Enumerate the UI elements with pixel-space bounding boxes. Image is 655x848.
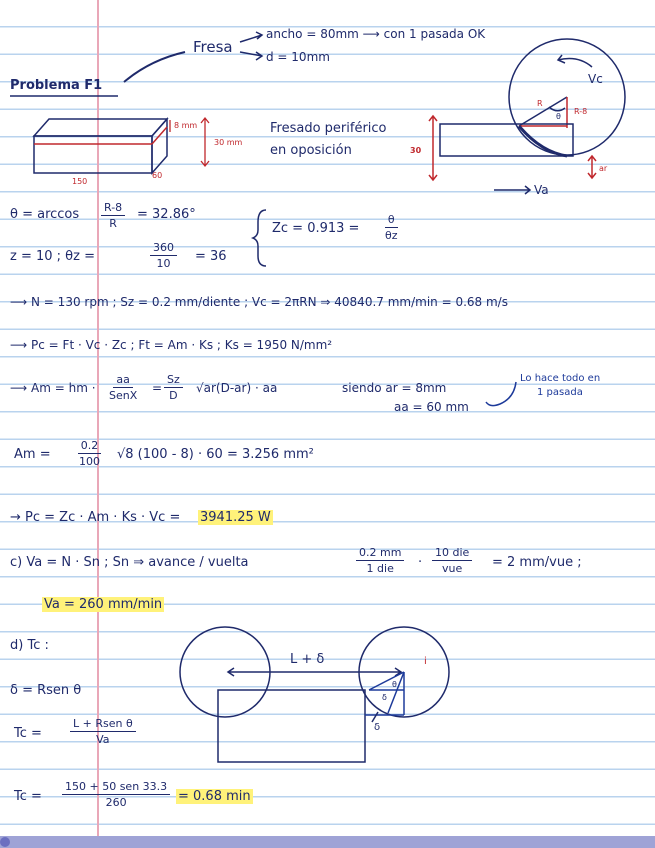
theta-fraction-num: R-8: [101, 200, 125, 216]
zc-fraction-den: θz: [385, 229, 398, 242]
rminus8-label: R-8: [574, 107, 588, 116]
fresa-label: Fresa: [193, 38, 233, 56]
n-line: ⟶ N = 130 rpm ; Sz = 0.2 mm/diente ; Vc = 2πRN ⇒ 40840.7 mm/min = 0.68 m/s: [10, 295, 508, 309]
va-value-highlight: Va = 260 mm/min: [44, 597, 163, 612]
tc2-prefix: Tc =: [14, 789, 42, 804]
dim-150: 150: [72, 177, 88, 186]
ancho-line: ancho = 80mm ⟶ con 1 pasada OK: [266, 27, 486, 41]
am-fraction-1-num: aa: [113, 372, 132, 388]
ar-label: ar: [599, 164, 608, 173]
tc-prefix: Tc =: [14, 726, 42, 741]
pc-result-highlight: 3941.25 W: [200, 510, 271, 525]
thetaz-result: = 36: [195, 249, 227, 264]
am-calc-fraction-num: 0.2: [78, 438, 102, 454]
pc-result-prefix: → Pc = Zc · Am · Ks · Vc =: [10, 510, 181, 525]
tc-fraction-den: Va: [96, 733, 110, 746]
bottom-delta-small: δ: [382, 693, 387, 702]
am-fraction-1-den: SenX: [109, 389, 138, 402]
d-title: d) Tc :: [10, 638, 49, 653]
dim-30mm: 30 mm: [214, 138, 243, 147]
am-calc-rest: √8 (100 - 8) · 60 = 3.256 mm²: [117, 447, 314, 462]
am-fraction-2-num: Sz: [164, 372, 183, 388]
theta-result: = 32.86°: [137, 207, 196, 222]
height-30-label: 30: [410, 146, 422, 155]
dim-8mm: 8 mm: [174, 121, 198, 130]
note-line-2: 1 pasada: [537, 387, 583, 398]
am-fraction-2-den: D: [169, 389, 178, 402]
am-equals: =: [152, 381, 163, 395]
siendo-ar: siendo ar = 8mm: [342, 381, 447, 395]
tc2-fraction-num: 150 + 50 sen 33.3: [62, 779, 170, 795]
bottom-bar: [0, 836, 655, 848]
thetaz-fraction-den: 10: [156, 257, 171, 270]
process-line-1: Fresado periférico: [270, 121, 387, 136]
va-value: [42, 597, 164, 612]
pc-result-value: [198, 510, 273, 525]
z-eq: z = 10 ; θz =: [10, 249, 95, 264]
delta-eq: δ = Rsen θ: [10, 683, 82, 698]
siendo-aa: aa = 60 mm: [394, 400, 469, 414]
tc-fraction: [70, 716, 136, 747]
tc2-fraction: [62, 779, 170, 810]
bottom-dot: [0, 837, 10, 847]
fresa-arrow: [124, 52, 185, 82]
bottom-theta-label: θ: [392, 680, 397, 689]
am-calc-fraction: [76, 438, 103, 469]
c-fraction-2-num: 10 die: [432, 545, 472, 561]
c-result: = 2 mm/vue ;: [492, 555, 582, 570]
dim-60: 60: [152, 171, 163, 180]
c-fraction-1-num: 0.2 mm: [356, 545, 404, 561]
c-fraction-1: [356, 545, 404, 576]
tc2-fraction-den: 260: [105, 796, 127, 809]
tc2-result: [176, 789, 253, 804]
tc2-result-highlight: = 0.68 min: [178, 789, 251, 804]
process-line-2: en oposición: [270, 143, 352, 158]
theta-fraction-den: R: [109, 217, 117, 230]
am-sqrt: √ar(D-ar) · aa: [196, 381, 278, 395]
diameter-line: d = 10mm: [266, 50, 330, 64]
zc-eq: Zc = 0.913 =: [272, 221, 360, 236]
c-fraction-1-den: 1 die: [366, 562, 394, 575]
r-label: R: [537, 99, 543, 108]
thetaz-fraction: [150, 240, 177, 271]
i-label: i: [424, 656, 427, 667]
am-calc-fraction-den: 100: [79, 455, 100, 468]
tc-fraction-num: L + Rsen θ: [70, 716, 136, 732]
theta-eq-prefix: θ = arccos: [10, 207, 80, 222]
am-eq-prefix: ⟶ Am = hm ·: [10, 381, 96, 395]
va-label: Va: [534, 183, 549, 197]
c-fraction-2: [432, 545, 472, 576]
problem-title: Problema F1: [10, 78, 103, 93]
am-fraction-2: [164, 372, 183, 403]
am-calc-prefix: Am =: [14, 447, 51, 462]
am-fraction-1: [106, 372, 140, 403]
zc-fraction: [382, 212, 401, 243]
pc-line: ⟶ Pc = Ft · Vc · Zc ; Ft = Am · Ks ; Ks = 1950 N/mm²: [10, 338, 333, 352]
bottom-delta-label: δ: [374, 722, 381, 733]
c-fraction-2-den: vue: [442, 562, 463, 575]
note-arrow: [486, 382, 516, 406]
thetaz-fraction-num: 360: [150, 240, 177, 256]
cutter-theta-label: θ: [556, 112, 561, 121]
vc-label: Vc: [588, 72, 603, 86]
c-line: c) Va = N · Sn ; Sn ⇒ avance / vuelta: [10, 555, 249, 570]
zc-fraction-num: θ: [385, 212, 398, 228]
c-dot: ·: [418, 555, 423, 570]
bottom-figure: [180, 627, 449, 762]
theta-fraction: [101, 200, 125, 231]
lplus-delta-label: L + δ: [290, 652, 325, 667]
workpiece-block: [34, 119, 167, 173]
cutter-figure: [429, 39, 625, 194]
note-line-1: Lo hace todo en: [520, 373, 601, 384]
